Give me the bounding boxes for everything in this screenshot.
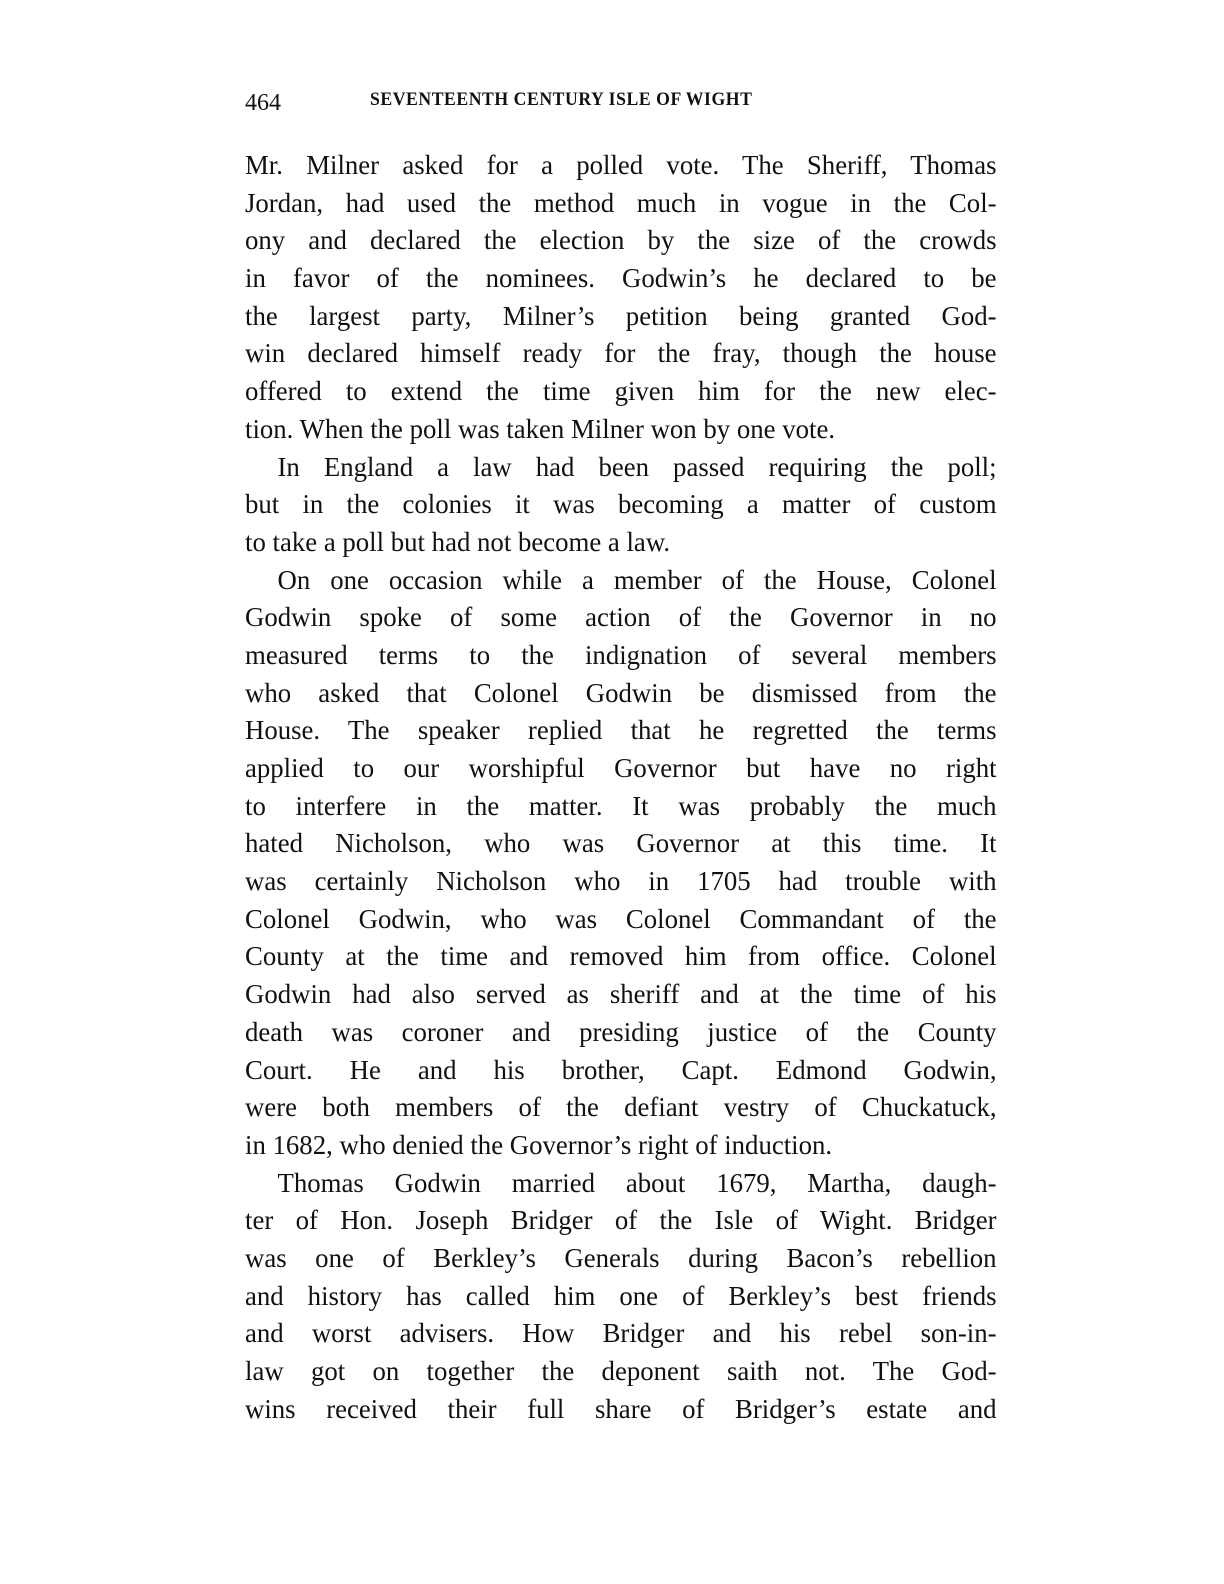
text-line: hated Nicholson, who was Governor at this time. It xyxy=(245,828,997,859)
text-line: House. The speaker replied that he regretted the terms xyxy=(245,715,997,746)
paragraph xyxy=(245,562,997,1165)
text-line: law got on together the deponent saith not. The God- xyxy=(245,1356,997,1386)
text-line: ter of Hon. Joseph Bridger of the Isle of Wight. Bridger xyxy=(245,1205,997,1236)
text-line: who asked that Colonel Godwin be dismissed from the xyxy=(245,677,997,708)
text-line: were both members of the defiant vestry of Chuckatuck, xyxy=(245,1092,997,1123)
text-line: in favor of the nominees. Godwin’s he declared to be xyxy=(245,263,997,294)
text-line: Godwin had also served as sheriff and at the time of his xyxy=(245,979,997,1010)
text-line: On one occasion while a member of the House, Colonel xyxy=(277,564,997,595)
text-line: to take a poll but had not become a law. xyxy=(245,526,671,557)
book-page xyxy=(245,80,997,1428)
text-line: but in the colonies it was becoming a matter of custom xyxy=(245,489,997,520)
page-number: 464 xyxy=(245,90,281,116)
text-line: Jordan, had used the method much in vogue in the Col- xyxy=(245,187,997,218)
text-line: Godwin spoke of some action of the Governor in no xyxy=(245,602,997,633)
running-head xyxy=(245,80,997,120)
text-line: offered to extend the time given him for the new elec- xyxy=(245,376,997,407)
text-line: measured terms to the indignation of several members xyxy=(245,639,997,670)
text-line: and worst advisers. How Bridger and his rebel son-in- xyxy=(245,1318,997,1349)
text-line: death was coroner and presiding justice of the County xyxy=(245,1016,997,1047)
text-line: win declared himself ready for the fray, though the house xyxy=(245,338,997,369)
text-line: In England a law had been passed requiring the poll; xyxy=(277,451,997,482)
text-line: Court. He and his brother, Capt. Edmond Godwin, xyxy=(245,1054,997,1085)
text-line: and history has called him one of Berkley’s best friends xyxy=(245,1280,997,1311)
paragraph xyxy=(245,147,997,449)
running-title: SEVENTEENTH CENTURY ISLE OF WIGHT xyxy=(370,89,753,110)
text-line: Mr. Milner asked for a polled vote. The Sheriff, Thomas xyxy=(245,150,997,180)
text-line: the largest party, Milner’s petition being granted God- xyxy=(245,300,997,331)
text-line: to interfere in the matter. It was probably the much xyxy=(245,790,997,821)
paragraph xyxy=(245,1165,997,1429)
text-line: was one of Berkley’s Generals during Bacon’s rebellion xyxy=(245,1242,997,1273)
text-line: wins received their full share of Bridger’s estate and xyxy=(245,1393,997,1424)
text-line: Thomas Godwin married about 1679, Martha, daugh- xyxy=(277,1167,997,1198)
text-line: County at the time and removed him from office. Colonel xyxy=(245,941,997,972)
body-text xyxy=(245,147,997,1428)
text-line: was certainly Nicholson who in 1705 had trouble with xyxy=(245,866,997,897)
text-line: Colonel Godwin, who was Colonel Commandant of the xyxy=(245,903,997,934)
text-line: applied to our worshipful Governor but have no right xyxy=(245,753,997,783)
text-line: ony and declared the election by the size of the crowds xyxy=(245,225,997,256)
text-line: in 1682, who denied the Governor’s right of induction. xyxy=(245,1129,833,1160)
paragraph xyxy=(245,449,997,562)
text-line: tion. When the poll was taken Milner won by one vote. xyxy=(245,413,836,444)
